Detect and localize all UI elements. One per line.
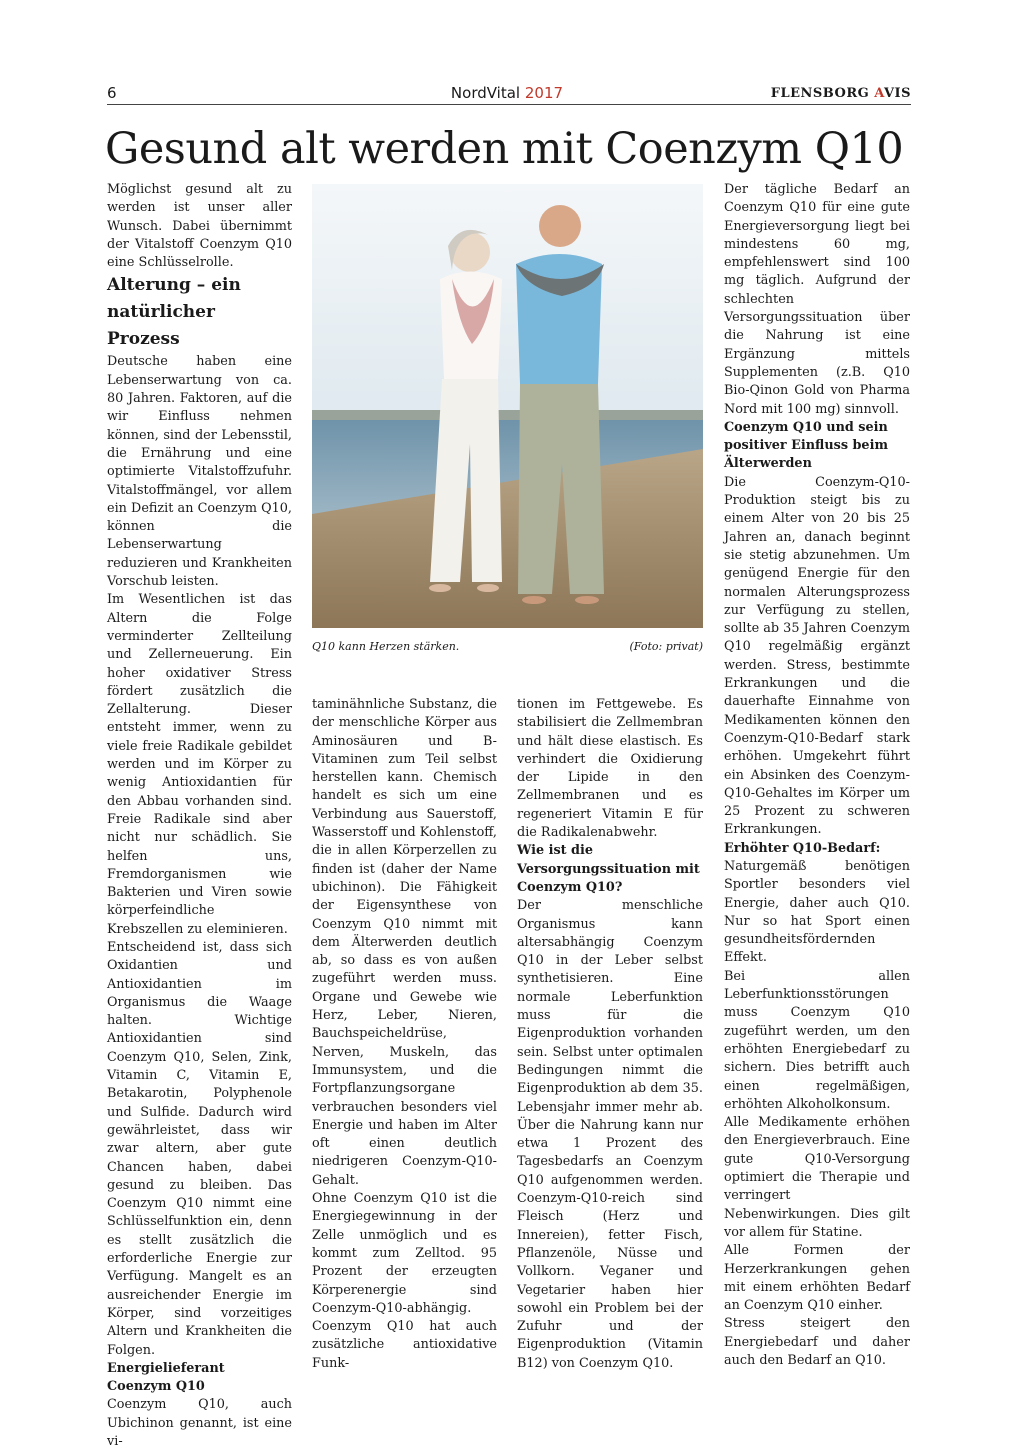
paragraph: Alle Medikamente erhöhen den Energieverbrauch. Eine gute Q10-Versorgung optimiert die Therapie und verringert Nebenwirkungen. Dies gilt vor allem für Statine. <box>724 1115 910 1240</box>
article-photo <box>312 184 703 628</box>
paragraph: Deutsche haben eine Lebenserwartung von ca. 80 Jahren. Faktoren, auf die wir Einfluss nehmen können, sind der Lebensstil, die Ernährung und eine optimierte Vitalstoffzufuhr. Vitalstoffmängel, vor allem ein Defizit an Coenzym Q10, können die Lebenserwartung reduzieren und Krankheiten Vorschub leisten. <box>107 354 292 590</box>
paragraph: Stress steigert den Energiebedarf und daher auch den Bedarf an Q10. <box>724 1316 910 1368</box>
caption-text: Q10 kann Herzen stärken. <box>312 640 460 653</box>
paragraph: Im Wesentlichen ist das Altern die Folge verminderter Zellteilung und Zellerneuerung. Ein hoher oxidativer Stress fördert zusätzlich die Zellalterung. Dieser entsteht immer, wenn zu viele freie Radikale gebildet werden und im Körper zu wenig Antioxidantien für den Abbau vorhanden sind. Freie Radikale sind aber nicht nur schädlich. Sie helfen uns, Fremdorganismen wie Bakterien und Viren sowie körperfeindliche Krebszellen zu eleminieren. <box>107 592 292 937</box>
publisher-logo <box>771 86 911 101</box>
subheading-alterung: Alterung – ein natürlicher Prozess <box>107 275 241 350</box>
publisher-accent: A <box>874 86 884 101</box>
magazine-year: 2017 <box>524 84 564 102</box>
paragraph: Der menschliche Organismus kann altersabhängig Coenzym Q10 in der Leber selbst synthetisieren. Eine normale Leberfunktion muss für die Eigenproduktion vorhanden sein. Selbst unter optimalen Bedingungen nimmt die Eigenproduktion ab dem 35. Lebensjahr immer mehr ab. Über die Nahrung kann nur etwa 1 Prozent des Tagesbedarfs an Coenzym Q10 aufgenommen werden. Coenzym-Q10-reich sind Fleisch (Herz und Innereien), fetter Fisch, Pflanzenöle, Nüsse und Vollkorn. Veganer und Vegetarier haben hier sowohl ein Problem bei der Zufuhr und der Eigenproduktion (Vitamin B12) von Coenzym Q10. <box>517 898 703 1371</box>
subheading-energielieferant: Energielieferant Coenzym Q10 <box>107 1360 225 1395</box>
intro-paragraph: Möglichst gesund alt zu werden ist unser aller Wunsch. Dabei übernimmt der Vitalstoff Coenzym Q10 eine Schlüsselrolle. <box>107 182 292 271</box>
header-rule <box>107 104 911 105</box>
paragraph: taminähnliche Substanz, die der menschliche Körper aus Aminosäuren und B-Vitaminen zum Teil selbst herstellen kann. Chemisch handelt es sich um eine Verbindung aus Sauerstoff, Wasserstoff und Kohlenstoff, die in allen Körperzellen zu finden ist (daher der Name ubichinon). Die Fähigkeit der Eigensynthese von Coenzym Q10 nimmt mit dem Älterwerden deutlich ab, so dass es von außen zugeführt werden muss. Organe und Gewebe wie Herz, Leber, Nieren, Bauchspeicheldrüse, Nerven, Muskeln, das Immunsystem, und die Fortpflanzungsorgane verbrauchen besonders viel Energie und haben im Alter oft einen deutlich niedrigeren Coenzym-Q10-Gehalt. <box>312 697 497 1188</box>
column-1 <box>107 181 292 1451</box>
paragraph: tionen im Fettgewebe. Es stabilisiert die Zellmembran und hält diese elastisch. Es verhindert die Oxidierung der Lipide in den Zellmembranen und es regeneriert Vitamin E für die Radikalenabwehr. <box>517 697 703 841</box>
photo-credit: (Foto: privat) <box>629 640 703 653</box>
column-2 <box>312 696 497 1373</box>
subheading-bedarf: Erhöhter Q10-Bedarf: <box>724 840 881 856</box>
paragraph: Ohne Coenzym Q10 ist die Energiegewinnung in der Zelle unmöglich und es kommt zum Zelltod. 95 Prozent der erzeugten Körperenergie sind Coenzym-Q10-abhängig. Coenzym Q10 hat auch zusätzliche antioxidative Funk- <box>312 1191 497 1371</box>
paragraph: Bei allen Leberfunktionsstörungen muss Coenzym Q10 zugeführt werden, um den erhöhten Energiebedarf zu sichern. Dies betrifft auch einen regelmäßigen, erhöhten Alkoholkonsum. <box>724 968 910 1112</box>
publisher-suffix: VIS <box>883 86 911 101</box>
page-number: 6 <box>107 84 117 102</box>
magazine-title: NordVital <box>450 84 521 102</box>
paragraph: Naturgemäß benötigen Sportler besonders viel Energie, daher auch Q10. Nur so hat Sport einen gesundheitsfördernden Effekt. <box>724 858 910 966</box>
subheading-versorgung: Wie ist die Versorgungssituation mit Coenzym Q10? <box>517 843 700 895</box>
column-3 <box>517 696 703 1373</box>
paragraph: Der tägliche Bedarf an Coenzym Q10 für eine gute Energieversorgung liegt bei mindestens 60 mg, empfehlenswert sind 100 mg täglich. Aufgrund der schlechten Versorgungssituation über die Nahrung ist eine Ergänzung mittels Supplementen (z.B. Q10 Bio-Qinon Gold von Pharma Nord mit 100 mg) sinnvoll. <box>724 182 910 417</box>
page-header <box>107 84 911 106</box>
column-4 <box>724 181 910 1370</box>
subheading-einfluss: Coenzym Q10 und sein positiver Einfluss beim Älterwerden <box>724 419 888 472</box>
publisher-prefix: FLENSBORG <box>770 86 875 101</box>
photo-caption <box>312 640 703 653</box>
magazine-name <box>437 84 577 102</box>
paragraph: Entscheidend ist, dass sich Oxidantien und Antioxidantien im Organismus die Waage halten. Wichtige Antioxidantien sind Coenzym Q10, Selen, Zink, Vitamin C, Vitamin E, Betakarotin, Polyphenole und Sulfide. Dadurch wird gewährleistet, dass wir zwar altern, aber gute Chancen haben, dabei gesund zu bleiben. Das Coenzym Q10 nimmt eine Schlüsselfunktion ein, denn es stellt zusätzlich die erforderliche Energie zur Verfügung. Mangelt es an ausreichender Energie im Körper, sind vorzeitiges Altern und Krankheiten die Folgen. <box>107 939 292 1358</box>
article-headline: Gesund alt werden mit Coenzym Q10 <box>105 124 904 174</box>
couple-walking-beach-image <box>312 184 703 628</box>
paragraph: Alle Formen der Herzerkrankungen gehen mit einem erhöhten Bedarf an Coenzym Q10 einher. <box>724 1243 910 1314</box>
paragraph: Coenzym Q10, auch Ubichinon genannt, ist eine vi- <box>107 1397 292 1449</box>
paragraph: Die Coenzym-Q10-Produktion steigt bis zu einem Alter von 20 bis 25 Jahren an, danach beginnt sie stetig abzunehmen. Um genügend Energie für den normalen Alterungsprozess zur Verfügung zu stellen, sollte ab 35 Jahren Coenzym Q10 regelmäßig ergänzt werden. Stress, bestimmte Erkrankungen und die dauerhafte Einnahme von Medikamenten können den Coenzym-Q10-Bedarf stark erhöhen. Umgekehrt führt ein Absinken des Coenzym-Q10-Gehaltes im Körper um 25 Prozent zu schweren Erkrankungen. <box>724 474 910 838</box>
